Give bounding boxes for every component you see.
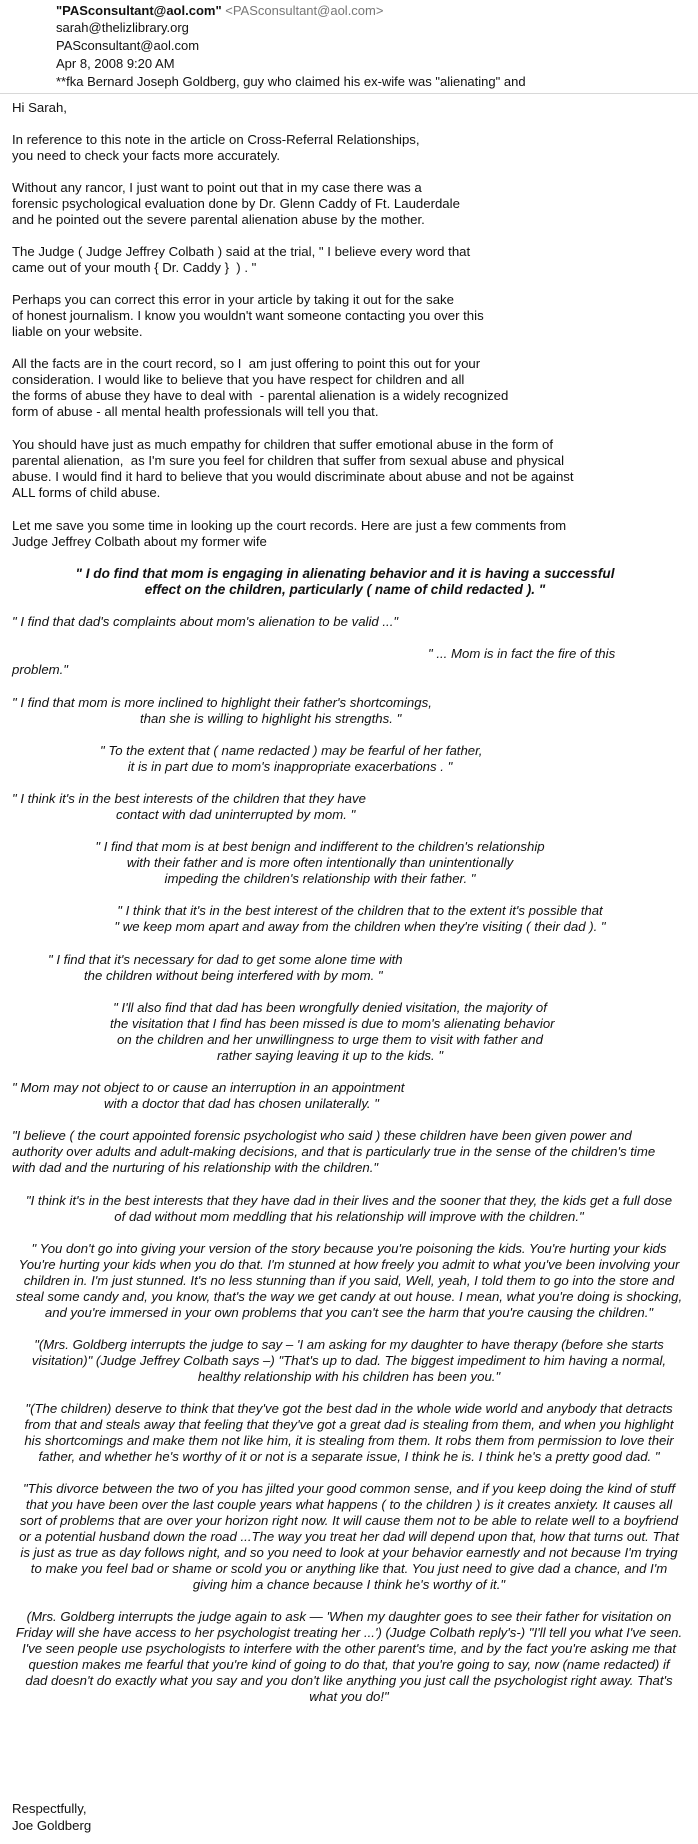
paragraph-6-line-1: You should have just as much empathy for children that suffer emotional abuse in the form of (12, 437, 554, 452)
quote-6-line-1: " I think it's in the best interests of the children that they have (12, 791, 366, 806)
quote-18-line-3: I've seen people use psychologists to interfere with the other parent's time, and by the fact you're asking me that (21, 1641, 677, 1656)
quote-16-line-2: from that and steals away that feeling that they've got a great dad is stealing from them, and when you highlight (24, 1417, 674, 1432)
quote-15-line-3: healthy relationship with his children has been you." (197, 1369, 501, 1384)
paragraph-7-line-1: Let me save you some time in looking up the court records. Here are just a few comments from (12, 518, 567, 533)
paragraph-2-line-1: Without any rancor, I just want to point out that in my case there was a (12, 180, 422, 195)
subject-value: **fka Bernard Joseph Goldberg, guy who claimed his ex-wife was "alienating" and (56, 74, 526, 89)
quote-14-line-3: children in. I'm just stunned. It's no less stunning than if you said, Well, yeah, I told them to go into the store and (23, 1273, 675, 1288)
quote-11-line-1: " Mom may not object to or cause an interruption in an appointment (12, 1080, 405, 1095)
quote-3-line-1: " ... Mom is in fact the fire of this (428, 646, 616, 661)
quote-17-line-5: is just as true as day follows night, and so you need to look at your behavior earnestly and not because I'm trying (20, 1545, 678, 1560)
paragraph-6-line-2: parental alienation, as I'm sure you feel for children that suffer from sexual abuse and physical (12, 453, 565, 468)
quote-17-line-6: to make you feel bad or shame or scold you or anything like that. You just need to give dad a chance, and I'm (30, 1561, 668, 1576)
date-value: Apr 8, 2008 9:20 AM (56, 56, 175, 71)
to-value[interactable]: sarah@thelizlibrary.org (56, 20, 189, 35)
quote-13-line-1: "I think it's in the best interests that they have dad in their lives and the sooner that they, the kids get a full dose (25, 1193, 673, 1208)
quote-4-line-1: " I find that mom is more inclined to highlight their father's shortcomings, (12, 695, 432, 710)
quote-17-line-3: sort of problems that are over your horizon right now. It will cause them not to be able to relate well to a boyfriend (19, 1513, 679, 1528)
quote-10-line-2: the visitation that I find has been missed is due to mom's alienating behavior (110, 1016, 555, 1031)
paragraph-5-line-1: All the facts are in the court record, so I am just offering to point this out for your (12, 356, 481, 371)
valediction: Respectfully, (12, 1801, 87, 1816)
quote-17-line-4: or a potential husband down the road ...The way you treat her dad will depend upon that, how that turns out. That (19, 1529, 679, 1544)
quote-8-line-1: " I think that it's in the best interest of the children that to the extent it's possible that (117, 903, 603, 918)
quote-18-line-1: (Mrs. Goldberg interrupts the judge again to ask — 'When my daughter goes to see their father for visitation on (26, 1609, 672, 1624)
quote-14-line-2: You're hurting your kids when you do that. I'm stunned at how freely you admit to what you've been involving your (18, 1257, 680, 1272)
paragraph-2-line-3: and he pointed out the severe parental alienation abuse by the mother. (12, 212, 425, 227)
quote-18-line-6: what you do!" (309, 1689, 389, 1704)
quote-14-line-1: " You don't go into giving your version of the story because you're poisoning the kids. You're hurting your kids (31, 1241, 667, 1256)
header-divider (0, 93, 698, 94)
quote-16-line-3: his shortcomings and make them not like him, it is stealing from them. It robs them from permission to love their (24, 1433, 674, 1448)
quote-14-line-4: steal some candy and, you know, that's the way we get candy at out house. I mean, what you're doing is shocking, (15, 1289, 683, 1304)
quote-10-line-3: on the children and her unwillingness to urge them to visit with father and (117, 1032, 543, 1047)
quote-17-line-2: that you have been over the last couple years what happens ( to the children ) is it creates anxiety. It causes all (25, 1497, 673, 1512)
quote-14-line-5: and you're immersed in your own problems that you can't see the harm that you're causing the children." (44, 1305, 654, 1320)
quote-10-line-4: rather saying leaving it up to the kids. " (216, 1048, 444, 1063)
paragraph-3-line-2: came out of your mouth { Dr. Caddy } ) . " (12, 260, 257, 275)
paragraph-7-line-2: Judge Jeffrey Colbath about my former wife (12, 534, 267, 549)
quote-18-line-5: dad doesn't do exactly what you say and you don't like anything you just call the psychologist right away. That's (25, 1673, 673, 1688)
quote-13-line-2: of dad without mom meddling that his relationship will improve with the children." (114, 1209, 584, 1224)
quote-5-line-1: " To the extent that ( name redacted ) may be fearful of her father, (100, 743, 483, 758)
paragraph-5-line-4: form of abuse - all mental health professionals will tell you that. (12, 404, 379, 419)
quote-12-line-3: with dad and the nurturing of his relationship with the children." (12, 1160, 379, 1175)
paragraph-2-line-2: forensic psychological evaluation done by Dr. Glenn Caddy of Ft. Lauderdale (12, 196, 460, 211)
quote-15-line-2: visitation)" (Judge Jeffrey Colbath says –) "That's up to dad. The biggest impediment to him having a normal, (31, 1353, 667, 1368)
quote-1-line-2: effect on the children, particularly ( name of child redacted ). " (144, 582, 546, 597)
quote-5-line-2: it is in part due to mom's inappropriate exacerbations . " (127, 759, 453, 774)
quote-12-line-1: "I believe ( the court appointed forensic psychologist who said ) these children have been given power and (12, 1128, 632, 1143)
quote-7-line-1: " I find that mom is at best benign and indifferent to the children's relationship (95, 839, 545, 854)
from-address[interactable]: <PASconsultant@aol.com> (225, 3, 384, 18)
quote-17-line-7: giving him a chance because I think he's worthy of it." (192, 1577, 506, 1592)
quote-18-line-2: Friday will she have access to her psychologist treating her ...') (Judge Colbath reply's-) "I'll tell you what I've seen. (15, 1625, 683, 1640)
quote-9-line-2: the children without being interfered with by mom. " (84, 968, 383, 983)
quote-1-line-1: " I do find that mom is engaging in alienating behavior and it is having a successful (75, 566, 615, 581)
paragraph-1-line-1: In reference to this note in the article on Cross-Referral Relationships, (12, 132, 420, 147)
quote-3-line-2: problem." (12, 662, 68, 677)
signature: Joe Goldberg (12, 1818, 92, 1833)
paragraph-6-line-3: abuse. I would find it hard to believe that you would discriminate about abuse and not be against (12, 469, 574, 484)
quote-8-line-2: " we keep mom apart and away from the children when they're visiting ( their dad ). " (114, 919, 606, 934)
from-name[interactable]: "PASconsultant@aol.com" (56, 3, 222, 18)
cc-value[interactable]: PASconsultant@aol.com (56, 38, 200, 53)
quote-16-line-1: "(The children) deserve to think that they've got the best dad in the whole wide world and anybody that detracts (25, 1401, 673, 1416)
email-header (0, 0, 698, 96)
paragraph-6-line-4: ALL forms of child abuse. (12, 485, 161, 500)
quote-11-line-2: with a doctor that dad has chosen unilaterally. " (104, 1096, 379, 1111)
greeting: Hi Sarah, (12, 100, 67, 115)
quote-7-line-3: impeding the children's relationship with their father. " (164, 871, 476, 886)
quote-17-line-1: "This divorce between the two of you has jilted your good common sense, and if you keep doing the kind of stuff (23, 1481, 675, 1496)
quote-9-line-1: " I find that it's necessary for dad to get some alone time with (48, 952, 403, 967)
paragraph-1-line-2: you need to check your facts more accurately. (12, 148, 281, 163)
quote-15-line-1: "(Mrs. Goldberg interrupts the judge to say – 'I am asking for my daughter to have therapy (before she starts (34, 1337, 664, 1352)
paragraph-4-line-1: Perhaps you can correct this error in your article by taking it out for the sake (12, 292, 454, 307)
quote-10-line-1: " I'll also find that dad has been wrongfully denied visitation, the majority of (113, 1000, 547, 1015)
quote-16-line-4: father, and whether he's worthy of it or not is a separate issue, I think he is. I think he's a pretty good dad. " (38, 1449, 660, 1464)
paragraph-4-line-3: liable on your website. (12, 324, 143, 339)
quote-7-line-2: with their father and is more often intentionally than unintentionally (126, 855, 514, 870)
from-value[interactable] (56, 3, 383, 19)
paragraph-5-line-3: the forms of abuse they have to deal with - parental alienation is a widely recognized (12, 388, 509, 403)
quote-12-line-2: authority over adults and adult-making decisions, and that is particularly true in the sense of the children's time (12, 1144, 656, 1159)
quote-2: " I find that dad's complaints about mom's alienation to be valid ..." (12, 614, 399, 629)
quote-18-line-4: question makes me fearful that you're kind of going to do that, that you're going to say, now (name redacted) if (28, 1657, 670, 1672)
paragraph-5-line-2: consideration. I would like to believe that you have respect for children and all (12, 372, 465, 387)
quote-6-line-2: contact with dad uninterrupted by mom. " (116, 807, 356, 822)
quote-4-line-2: than she is willing to highlight his strengths. " (140, 711, 402, 726)
paragraph-3-line-1: The Judge ( Judge Jeffrey Colbath ) said at the trial, " I believe every word that (12, 244, 471, 259)
paragraph-4-line-2: of honest journalism. I know you wouldn't want someone contacting you over this (12, 308, 484, 323)
